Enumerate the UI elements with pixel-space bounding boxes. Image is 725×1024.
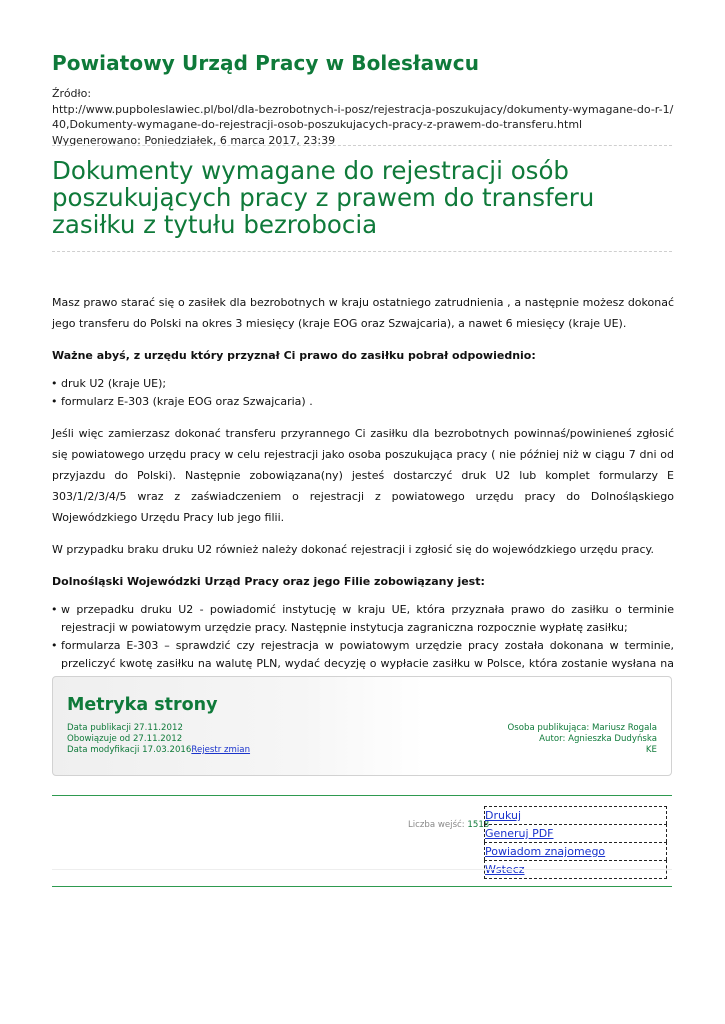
visits-count: 1518	[467, 820, 490, 830]
visit-counter	[408, 820, 489, 830]
generate-pdf-link[interactable]: Generuj PDF	[484, 824, 667, 842]
publisher: Osoba publikująca: Mariusz Rogala	[507, 723, 657, 733]
notify-friend-link[interactable]: Powiadom znajomego	[484, 842, 667, 860]
back-link[interactable]: Wstecz	[484, 860, 667, 879]
important-heading: Ważne abyś, z urzędu który przyznał Ci prawo do zasiłku pobrał odpowiednio:	[52, 349, 536, 362]
transfer-paragraph: Jeśli więc zamierzasz dokonać transferu przyrannego Ci zasiłku dla bezrobotnych powinnaś/powinieneś zgłosić się powiatowego urzędu pracy w celu rejestracji jako osoba poszukująca pracy ( nie później niż w ciągu 7 dni od przyjazdu do Polski). Następnie zobowiązana(ny) jesteś dostarczyć druk U2 lub komplet formularzy E 303/1/2/3/4/5 wraz z zaświadczeniem o rejestracji z powiatowego urzędu pracy do Dolnośląskiego Wojewódzkiego Urzędu Pracy lub jego filii.	[52, 427, 674, 524]
author: Autor: Agnieszka Dudyńska	[539, 734, 657, 744]
metrics-dates	[67, 723, 250, 756]
initials: KE	[645, 745, 657, 755]
duties-heading: Dolnośląski Wojewódzki Urząd Pracy oraz jego Filie zobowiązany jest:	[52, 575, 485, 588]
source-meta	[52, 86, 677, 148]
modification-row	[67, 745, 250, 756]
modification-date: Data modyfikacji 17.03.2016	[67, 745, 192, 755]
source-url: http://www.pupboleslawiec.pl/bol/dla-bezrobotnych-i-posz/rejestracja-poszukujacy/dokumenty-wymagane-do-r-1/40,Dokumenty-wymagane-do-rejestracji-osob-poszukujacych-pracy-z-prawem-do-transferu.html	[52, 102, 674, 131]
list-item: • formularza E-303 – sprawdzić czy rejestracja w powiatowym urzędzie pracy została dokonana w terminie, przeliczyć kwotę zasiłku na walutę PLN, wydać decyzję o wypłacie zasiłku w Polsce, która zostanie wysłana na	[52, 637, 674, 691]
publication-date: Data publikacji 27.11.2012	[67, 723, 183, 733]
list-item: • druk U2 (kraje UE);	[52, 375, 674, 393]
visits-label: Liczba wejść:	[408, 820, 465, 830]
no-u2-paragraph: W przypadku braku druku U2 również należy dokonać rejestracji i zgłosić się do wojewódzkiego urzędu pracy.	[52, 543, 654, 556]
footer-divider-thin	[52, 869, 672, 870]
metrics-people	[507, 723, 657, 756]
document-content	[52, 292, 674, 703]
page-metrics-box	[52, 676, 672, 776]
list-item: • w przepadku druku U2 - powiadomić instytucję w kraju UE, która przyznała prawo do zasiłku o terminie rejestracji w powiatowym urzędzie pracy. Następnie instytucja zagraniczna rozpocznie wypłatę zasiłku;	[52, 601, 674, 637]
footer-divider-top	[52, 795, 672, 796]
generated-date: Wygenerowano: Poniedziałek, 6 marca 2017, 23:39	[52, 133, 336, 147]
document-title: Dokumenty wymagane do rejestracji osób poszukujących pracy z prawem do transferu zasiłku z tytułu bezrobocia	[52, 156, 595, 239]
metrics-title: Metryka strony	[67, 695, 218, 715]
source-label: Źródło:	[52, 87, 92, 100]
divider-title	[52, 251, 672, 252]
valid-from-date: Obowiązuje od 27.11.2012	[67, 734, 183, 744]
list-item: • formularz E-303 (kraje EOG oraz Szwajcaria) .	[52, 393, 674, 411]
required-forms-list	[52, 375, 674, 411]
intro-paragraph: Masz prawo starać się o zasiłek dla bezrobotnych w kraju ostatniego zatrudnienia , a następnie możesz dokonać jego transferu do Polski na okres 3 miesięcy (kraje EOG oraz Szwajcaria), a nawet 6 miesięcy (kraje UE).	[52, 296, 674, 330]
divider-top	[52, 145, 672, 146]
print-link[interactable]: Drukuj	[484, 806, 667, 824]
footer-divider-bottom	[52, 886, 672, 887]
site-title: Powiatowy Urząd Pracy w Bolesławcu	[52, 51, 480, 75]
changes-register-link[interactable]: Rejestr zmian	[191, 745, 251, 755]
